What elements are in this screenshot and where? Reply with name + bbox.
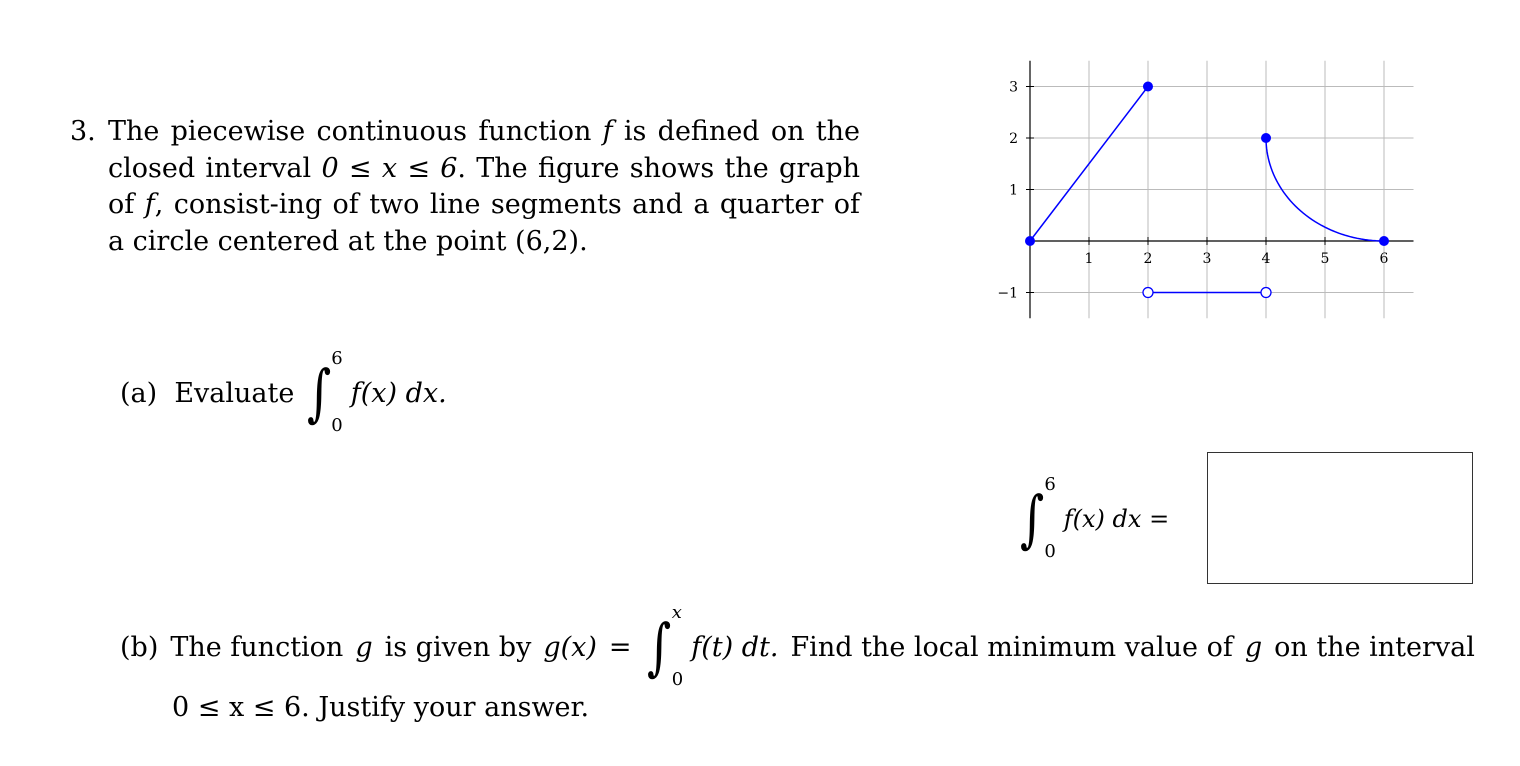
part-b-label: (b) [120,631,159,663]
part-a-integrand: f(x) dx. [350,377,447,409]
x-tick-label: 5 [1320,251,1330,267]
answer-integrand: f(x) dx = [1063,505,1170,533]
closed-point [1261,133,1271,143]
open-point [1261,288,1271,298]
lower-limit: 0 [1044,541,1056,562]
integral-sign: ∫ 6 0 [1020,474,1056,562]
open-point [1143,288,1153,298]
problem-number: 3. [70,116,96,147]
graph-svg [982,60,1422,325]
g-definition: g(x) [543,631,597,663]
closed-point [1143,82,1153,92]
interval: 0 ≤ x ≤ 6 [321,152,458,184]
function-graph [982,60,1422,325]
answer-box[interactable] [1207,452,1473,584]
closed-point [1379,236,1389,246]
part-a [120,348,447,436]
answer-label [1016,474,1170,562]
upper-limit: 6 [331,348,343,369]
x-tick-label: 4 [1261,251,1271,267]
part-b: (b) The function g is given by g(x) = ∫ x 0 f(t) dt. Find the local minimum value of g on the interval 0 ≤ x ≤ 6. Justify your answer. [120,602,1475,723]
integral-sign: ∫ 6 0 [306,348,343,436]
part-a-prompt: Evaluate [174,377,295,409]
part-b-integrand: f(t) dt. [691,631,779,663]
part-b-line2: 0 ≤ x ≤ 6. Justify your answer. [172,692,590,723]
upper-limit: 6 [1044,474,1056,495]
integral-sign: ∫ x 0 [647,602,684,690]
y-tick-label: 3 [1009,79,1018,96]
closed-point [1025,236,1035,246]
x-tick-label: 2 [1143,251,1153,267]
x-tick-label: 6 [1379,251,1389,267]
x-tick-label: 3 [1202,251,1212,267]
lower-limit: 0 [671,669,684,690]
y-tick-label: 1 [1009,182,1018,199]
lower-limit: 0 [331,415,343,436]
y-tick-label: 2 [1009,131,1018,147]
y-tick-label: −1 [997,285,1018,302]
upper-limit: x [671,602,682,623]
problem-statement [70,114,860,260]
part-a-label: (a) [120,377,158,409]
problem-text: The piecewise continuous function f is defined on the closed interval 0 ≤ x ≤ 6. The figure shows the graph of f, consist-ing of two line segments and a quarter of a circle centered at the point (6,2). [108,116,861,257]
x-tick-label: 1 [1084,251,1094,267]
